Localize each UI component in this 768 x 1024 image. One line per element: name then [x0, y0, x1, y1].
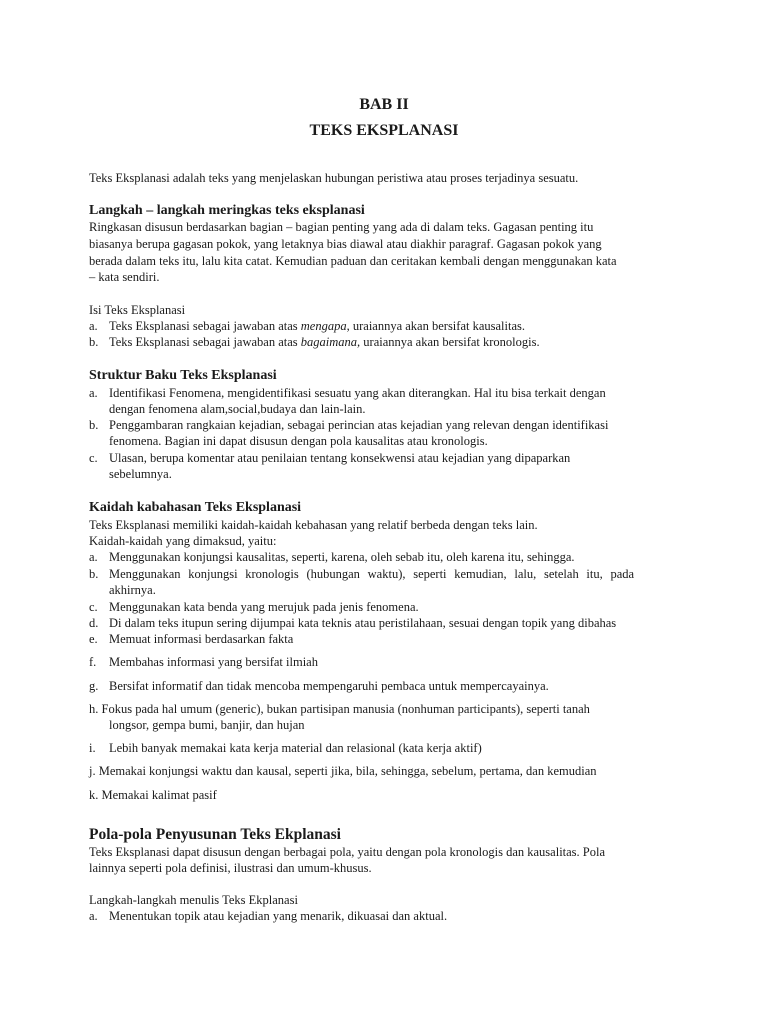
list-marker: c. — [89, 451, 98, 465]
text-run: Teks Eksplanasi sebagai jawaban atas — [109, 335, 301, 349]
list-item-text: Penggambaran rangkaian kejadian, sebagai perincian atas kejadian yang relevan dengan identifikasi — [109, 418, 609, 432]
list-item-text: Menentukan topik atau kejadian yang menarik, dikuasai dan aktual. — [109, 909, 448, 923]
list-item — [89, 334, 679, 350]
list-item — [89, 549, 679, 565]
list-marker: b. — [89, 567, 99, 581]
list-item-text: Lebih banyak memakai kata kerja material dan relasional (kata kerja aktif) — [109, 741, 482, 755]
text-run: Teks Eksplanasi sebagai jawaban atas — [109, 319, 301, 333]
section-heading-kaidah: Kaidah kabahasan Teks Eksplanasi — [89, 500, 302, 515]
list-marker: b. — [89, 418, 99, 432]
list-item-j: j. Memakai konjungsi waktu dan kausal, seperti jika, bila, sehingga, sebelum, pertama, dan kemudian — [89, 764, 597, 778]
list-item-h: h. Fokus pada hal umum (generic), bukan partisipan manusia (nonhuman participants), seperti tanah — [89, 702, 590, 716]
list-item-text — [109, 318, 679, 334]
list-item-text: Di dalam teks itupun sering dijumpai kata teknis atau peristilahaan, sesuai dengan topik yang dibahas — [109, 616, 617, 630]
list-item — [89, 450, 679, 482]
list-item — [89, 318, 679, 334]
list-item-text — [109, 334, 679, 350]
section-heading-pola: Pola-pola Penyusunan Teks Ekplanasi — [89, 826, 341, 843]
paragraph-line: – kata sendiri. — [89, 270, 160, 284]
paragraph-line: lainnya seperti pola definisi, ilustrasi dan umum-khusus. — [89, 861, 372, 875]
list-marker: g. — [89, 679, 99, 693]
list-item-text-continued: sebelumnya. — [109, 467, 172, 481]
list-item — [89, 678, 679, 694]
emphasis-text: bagaimana, — [300, 335, 361, 349]
list-item-text: Bersifat informatif dan tidak mencoba mempengaruhi pembaca untuk mempercayainya. — [109, 679, 549, 693]
list-marker: a. — [89, 319, 98, 333]
list-item — [89, 599, 679, 615]
list-item-text: Ulasan, berupa komentar atau penilaian tentang konsekwensi atau kejadian yang dipaparkan — [109, 451, 571, 465]
list-item — [89, 566, 679, 598]
list-marker: d. — [89, 616, 99, 630]
paragraph-line: Teks Eksplanasi dapat disusun dengan berbagai pola, yaitu dengan pola kronologis dan kausalitas. Pola — [89, 845, 606, 859]
document-title: TEKS EKSPLANASI — [309, 122, 459, 139]
list-item-text: Membahas informasi yang bersifat ilmiah — [109, 655, 318, 669]
list-item-text: Memuat informasi berdasarkan fakta — [109, 632, 294, 646]
text-run: uraiannya akan bersifat kronologis. — [360, 335, 540, 349]
list-marker: f. — [89, 655, 97, 669]
text-run: , uraiannya akan bersifat kausalitas. — [346, 319, 526, 333]
list-item-text: Menggunakan konjungsi kronologis (hubungan waktu), seperti kemudian, lalu, setelah itu, pada — [109, 567, 635, 581]
intro-paragraph: Teks Eksplanasi adalah teks yang menjelaskan hubungan peristiwa atau proses terjadinya sesuatu. — [89, 171, 579, 185]
paragraph-line: Kaidah-kaidah yang dimaksud, yaitu: — [89, 534, 277, 548]
section-heading-struktur: Struktur Baku Teks Eksplanasi — [89, 368, 277, 383]
paragraph-line: biasanya berupa gagasan pokok, yang letaknya bias diawal atau diakhir paragraf. Gagasan pokok yang — [89, 237, 602, 251]
paragraph-line: Ringkasan disusun berdasarkan bagian – bagian penting yang ada di dalam teks. Gagasan penting itu — [89, 220, 594, 234]
section-heading-langkah-meringkas: Langkah – langkah meringkas teks eksplanasi — [89, 203, 365, 218]
list-marker: e. — [89, 632, 98, 646]
list-item — [89, 385, 679, 417]
list-marker: c. — [89, 600, 98, 614]
list-marker: b. — [89, 335, 99, 349]
list-item-text-continued: dengan fenomena alam,social,budaya dan lain-lain. — [109, 402, 366, 416]
list-item-text: Menggunakan konjungsi kausalitas, seperti, karena, oleh sebab itu, oleh karena itu, sehingga. — [109, 550, 575, 564]
list-marker: a. — [89, 386, 98, 400]
paragraph-line: berada dalam teks itu, lalu kita catat. Kemudian paduan dan ceritakan kembali dengan menggunakan kata — [89, 254, 617, 268]
list-item-text-continued: fenomena. Bagian ini dapat disusun dengan pola kausalitas atau kronologis. — [109, 434, 488, 448]
list-marker: a. — [89, 550, 98, 564]
list-item — [89, 654, 679, 670]
list-marker: i. — [89, 741, 96, 755]
list-item — [89, 615, 679, 631]
list-item-text: Menggunakan kata benda yang merujuk pada jenis fenomena. — [109, 600, 419, 614]
list-item-text: Identifikasi Fenomena, mengidentifikasi sesuatu yang akan diterangkan. Hal itu bisa terkait dengan — [109, 386, 606, 400]
list-item-text-continued: akhirnya. — [109, 583, 156, 597]
section-heading-langkah-menulis: Langkah-langkah menulis Teks Ekplanasi — [89, 893, 298, 907]
paragraph-line: Teks Eksplanasi memiliki kaidah-kaidah kebahasan yang relatif berbeda dengan teks lain. — [89, 518, 538, 532]
list-item — [89, 417, 679, 449]
list-item-k: k. Memakai kalimat pasif — [89, 788, 217, 802]
chapter-title: BAB II — [359, 96, 409, 113]
list-item — [89, 631, 679, 647]
list-item — [89, 908, 679, 924]
isi-heading: Isi Teks Eksplanasi — [89, 303, 186, 317]
list-item-text-continued: longsor, gempa bumi, banjir, dan hujan — [109, 718, 305, 732]
emphasis-text: mengapa — [300, 319, 347, 333]
list-item — [89, 740, 679, 756]
list-marker: a. — [89, 909, 98, 923]
